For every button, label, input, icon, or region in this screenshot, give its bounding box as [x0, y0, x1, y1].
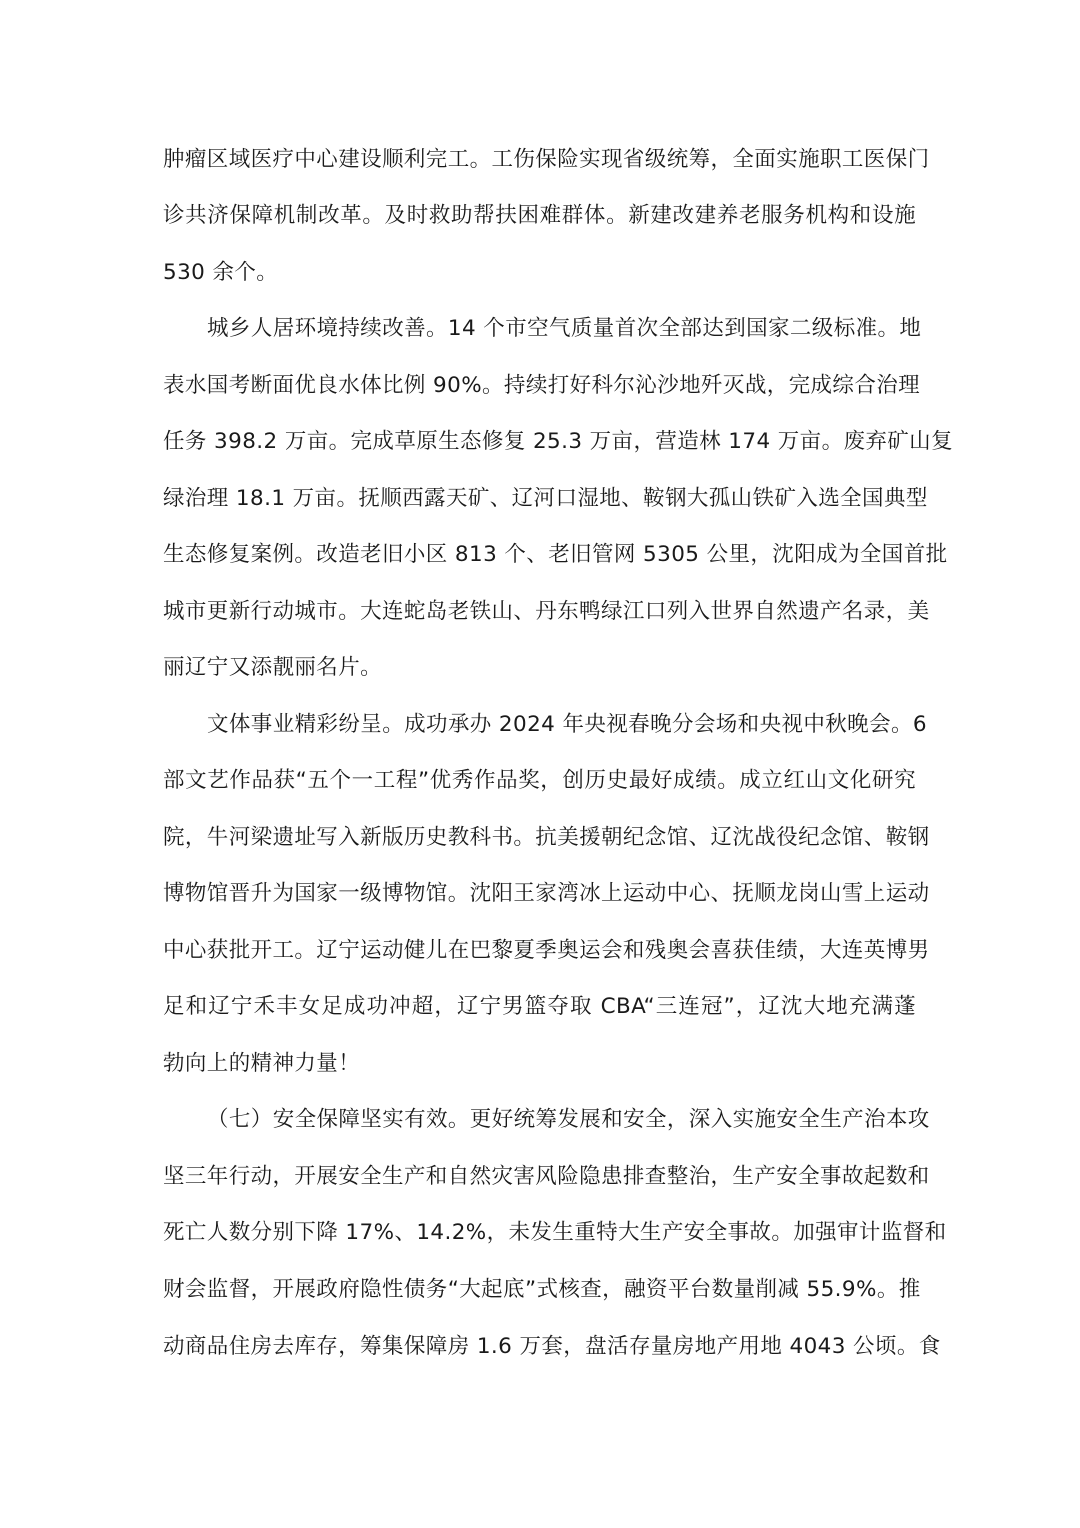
text-line: 坚三年行动，开展安全生产和自然灾害风险隐患排查整治，生产安全事故起数和 — [163, 1164, 930, 1189]
text-line: 城乡人居环境持续改善。14 个市空气质量首次全部达到国家二级标准。地 — [207, 316, 922, 341]
text-line: 财会监督，开展政府隐性债务“大起底”式核查，融资平台数量削减 55.9%。推 — [163, 1277, 921, 1302]
text-line: 勃向上的精神力量！ — [163, 1051, 361, 1076]
text-line: 诊共济保障机制改革。及时救助帮扶困难群体。新建改建养老服务机构和设施 — [163, 203, 916, 228]
text-line: 博物馆晋升为国家一级博物馆。沈阳王家湾冰上运动中心、抚顺龙岗山雪上运动 — [163, 881, 930, 906]
text-line: 表水国考断面优良水体比例 90%。持续打好科尔沁沙地歼灭战，完成综合治理 — [163, 373, 921, 398]
text-line: 文体事业精彩纷呈。成功承办 2024 年央视春晚分会场和央视中秋晚会。6 — [207, 712, 927, 737]
text-line: 部文艺作品获“五个一工程”优秀作品奖，创历史最好成绩。成立红山文化研究 — [163, 768, 916, 793]
text-line: 足和辽宁禾丰女足成功冲超，辽宁男篮夺取 CBA“三连冠”，辽沈大地充满蓬 — [163, 994, 916, 1019]
text-line: 530 余个。 — [163, 260, 279, 285]
text-line: 院，牛河梁遗址写入新版历史教科书。抗美援朝纪念馆、辽沈战役纪念馆、鞍钢 — [163, 825, 930, 850]
text-line: 丽辽宁又添靓丽名片。 — [163, 655, 383, 680]
text-line: 死亡人数分别下降 17%、14.2%，未发生重特大生产安全事故。加强审计监督和 — [163, 1220, 947, 1245]
text-line: 任务 398.2 万亩。完成草原生态修复 25.3 万亩，营造林 174 万亩。废弃矿山复 — [163, 429, 953, 454]
text-line: 中心获批开工。辽宁运动健儿在巴黎夏季奥运会和残奥会喜获佳绩，大连英博男 — [163, 938, 930, 963]
text-line: 生态修复案例。改造老旧小区 813 个、老旧管网 5305 公里，沈阳成为全国首批 — [163, 542, 948, 567]
text-line: 城市更新行动城市。大连蛇岛老铁山、丹东鸭绿江口列入世界自然遗产名录，美 — [163, 599, 930, 624]
text-line: （七）安全保障坚实有效。更好统筹发展和安全，深入实施安全生产治本攻 — [207, 1107, 930, 1132]
text-line: 肿瘤区域医疗中心建设顺利完工。工伤保险实现省级统筹，全面实施职工医保门 — [163, 147, 930, 172]
text-line: 动商品住房去库存，筹集保障房 1.6 万套，盘活存量房地产用地 4043 公顷。食 — [163, 1334, 941, 1359]
text-line: 绿治理 18.1 万亩。抚顺西露天矿、辽河口湿地、鞍钢大孤山铁矿入选全国典型 — [163, 486, 928, 511]
